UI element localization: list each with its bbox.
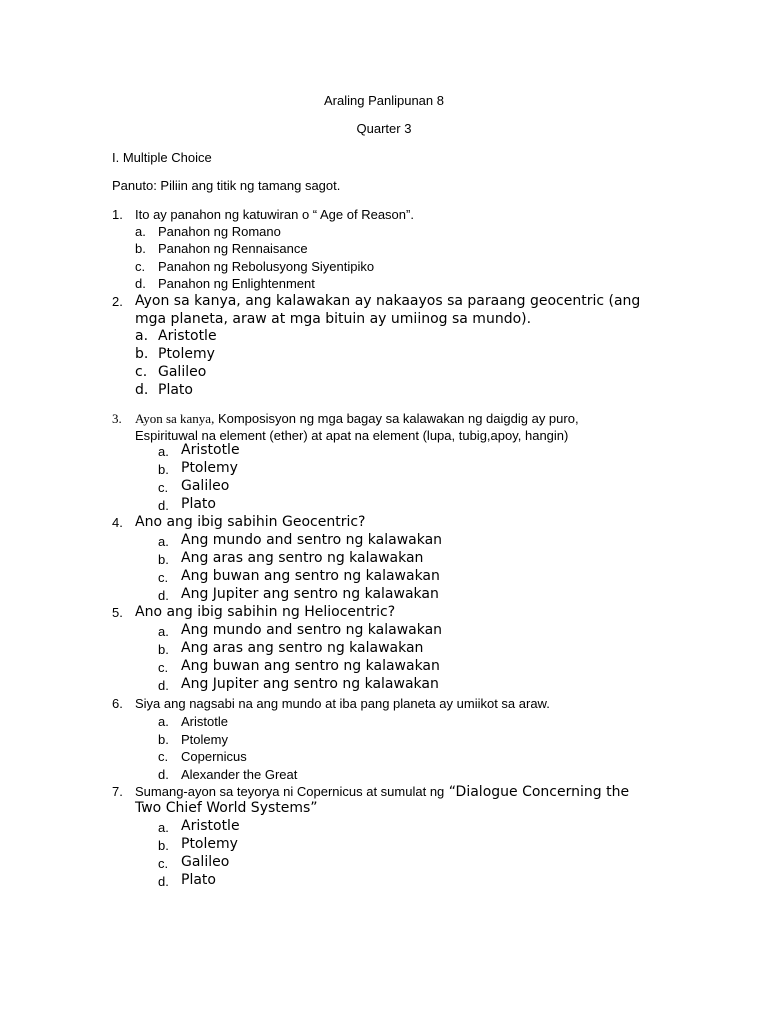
question-number: 5. bbox=[112, 605, 123, 620]
option-text: Aristotle bbox=[181, 818, 240, 834]
question-text: Ano ang ibig sabihin Geocentric? bbox=[135, 514, 366, 530]
question-number: 6. bbox=[112, 696, 123, 711]
option-letter: b. bbox=[158, 642, 169, 657]
option-letter: d. bbox=[158, 678, 169, 693]
question-text: Siya ang nagsabi na ang mundo at iba pang planeta ay umiikot sa araw. bbox=[135, 696, 550, 711]
question-text: Ano ang ibig sabihin ng Heliocentric? bbox=[135, 604, 396, 620]
option-text: Aristotle bbox=[158, 328, 217, 344]
option-text: Panahon ng Rebolusyong Siyentipiko bbox=[158, 259, 375, 274]
question-text-prefix: Sumang-ayon sa teyorya ni Copernicus at sumulat ng bbox=[135, 784, 445, 799]
option-letter: c. bbox=[158, 480, 169, 495]
question-number: 1. bbox=[112, 207, 123, 222]
directions-text: Panuto: Piliin ang titik ng tamang sagot. bbox=[112, 178, 341, 193]
option-letter: a. bbox=[158, 624, 169, 639]
option-text: Ang Jupiter ang sentro ng kalawakan bbox=[181, 676, 439, 692]
option-letter: c. bbox=[135, 364, 148, 380]
option-letter: c. bbox=[135, 259, 146, 274]
option-letter: a. bbox=[135, 328, 149, 344]
question-text bbox=[135, 784, 629, 800]
option-letter: d. bbox=[158, 874, 169, 889]
question-text-continued: Espirituwal na element (ether) at apat na element (lupa, tubig,apoy, hangin) bbox=[135, 428, 569, 443]
option-letter: b. bbox=[135, 346, 149, 362]
question-text-prefix: Ayon sa kanya, bbox=[135, 411, 215, 426]
question-text-rest: Komposisyon ng mga bagay sa kalawakan ng daigdig ay puro, bbox=[214, 411, 579, 426]
option-letter: a. bbox=[135, 224, 146, 239]
option-text: Panahon ng Romano bbox=[158, 224, 281, 239]
question-text: Ayon sa kanya, ang kalawakan ay nakaayos sa paraang geocentric (ang bbox=[135, 293, 641, 309]
option-text: Ptolemy bbox=[181, 460, 238, 476]
option-text: Galileo bbox=[181, 478, 230, 494]
option-text: Ptolemy bbox=[181, 732, 228, 747]
option-text: Ang buwan ang sentro ng kalawakan bbox=[181, 568, 440, 584]
option-letter: a. bbox=[158, 534, 169, 549]
option-letter: b. bbox=[158, 552, 169, 567]
option-letter: d. bbox=[158, 498, 169, 513]
question-text: Ito ay panahon ng katuwiran o “ Age of Reason”. bbox=[135, 207, 414, 222]
option-letter: c. bbox=[158, 856, 169, 871]
option-text: Ptolemy bbox=[181, 836, 238, 852]
option-text: Plato bbox=[158, 382, 193, 398]
question-number: 7. bbox=[112, 784, 123, 799]
subject-title: Araling Panlipunan 8 bbox=[324, 93, 444, 108]
option-letter: d. bbox=[158, 588, 169, 603]
question-number: 2. bbox=[112, 294, 123, 309]
question-text bbox=[135, 411, 579, 427]
option-text: Ang mundo and sentro ng kalawakan bbox=[181, 622, 443, 638]
option-letter: d. bbox=[135, 382, 149, 398]
question-number: 3. bbox=[112, 411, 122, 426]
option-text: Copernicus bbox=[181, 749, 247, 764]
option-letter: c. bbox=[158, 749, 169, 764]
option-text: Plato bbox=[181, 872, 216, 888]
option-letter: d. bbox=[135, 276, 146, 291]
option-text: Ang Jupiter ang sentro ng kalawakan bbox=[181, 586, 439, 602]
option-text: Panahon ng Rennaisance bbox=[158, 241, 308, 256]
option-letter: b. bbox=[158, 462, 169, 477]
question-number: 4. bbox=[112, 515, 123, 530]
option-text: Galileo bbox=[181, 854, 230, 870]
option-text: Ptolemy bbox=[158, 346, 215, 362]
option-letter: b. bbox=[135, 241, 146, 256]
option-text: Aristotle bbox=[181, 442, 240, 458]
option-text: Ang aras ang sentro ng kalawakan bbox=[181, 640, 424, 656]
option-letter: c. bbox=[158, 570, 169, 585]
option-letter: a. bbox=[158, 820, 169, 835]
option-text: Alexander the Great bbox=[181, 767, 298, 782]
option-letter: a. bbox=[158, 444, 169, 459]
option-letter: c. bbox=[158, 660, 169, 675]
option-text: Panahon ng Enlightenment bbox=[158, 276, 315, 291]
question-text-continued: mga planeta, araw at mga bituin ay umiinog sa mundo). bbox=[135, 311, 532, 327]
option-text: Galileo bbox=[158, 364, 207, 380]
option-letter: b. bbox=[158, 732, 169, 747]
option-text: Plato bbox=[181, 496, 216, 512]
question-text-rest: “Dialogue Concerning the bbox=[444, 784, 630, 800]
quarter-label: Quarter 3 bbox=[356, 121, 412, 136]
option-letter: b. bbox=[158, 838, 169, 853]
option-text: Ang aras ang sentro ng kalawakan bbox=[181, 550, 424, 566]
question-text-continued: Two Chief World Systems” bbox=[135, 800, 318, 816]
option-text: Ang mundo and sentro ng kalawakan bbox=[181, 532, 443, 548]
option-text: Aristotle bbox=[181, 714, 228, 729]
option-letter: d. bbox=[158, 767, 169, 782]
section-title: I. Multiple Choice bbox=[112, 150, 212, 165]
option-text: Ang buwan ang sentro ng kalawakan bbox=[181, 658, 440, 674]
option-letter: a. bbox=[158, 714, 169, 729]
